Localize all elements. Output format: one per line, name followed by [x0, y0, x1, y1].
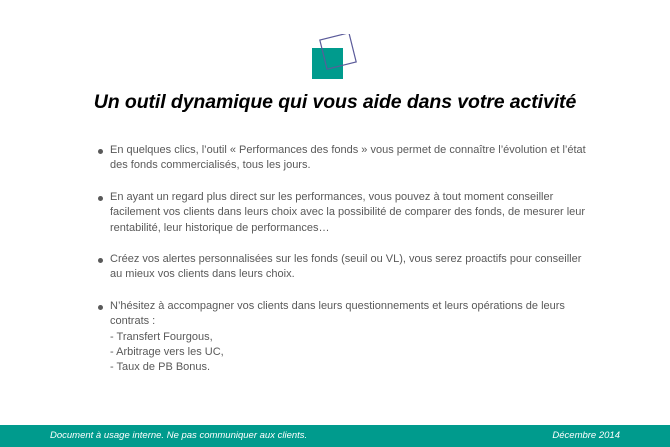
bullet-line: - Transfert Fourgous,	[110, 330, 213, 343]
page-title: Un outil dynamique qui vous aide dans votre activité	[93, 91, 577, 113]
bullet-line: contrats :	[110, 315, 156, 328]
bullet-line: En quelques clics, l’outil « Performances des fonds » vous permet de connaître l’évolution et l’état	[110, 144, 586, 156]
footer-disclaimer: Document à usage interne. Ne pas communiquer aux clients.	[50, 430, 308, 441]
bullet-line: rentabilité, leur historique de performances…	[110, 221, 330, 234]
logo-filled-square	[312, 48, 343, 79]
bullet-line: Créez vos alertes personnalisées sur les fonds (seuil ou VL), vous serez proactifs pour conseiller	[110, 253, 582, 266]
bullet-line: N’hésitez à accompagner vos clients dans leurs questionnements et leurs opérations de leurs	[110, 299, 565, 312]
bullet-line: En ayant un regard plus direct sur les performances, vous pouvez à tout moment conseiller	[110, 190, 554, 203]
bullet-dot-icon	[98, 305, 103, 310]
bullet-line: - Arbitrage vers les UC,	[110, 346, 224, 359]
bullet-dot-icon	[98, 258, 103, 263]
bullet-list	[97, 143, 586, 376]
bullet-line: facilement vos clients dans leurs choix avec la possibilité de comparer des fonds, de mesurer leur	[110, 206, 586, 219]
bullet-item	[97, 252, 582, 283]
bullet-line: au mieux vos clients dans leurs choix.	[110, 268, 295, 281]
logo-squares-icon	[312, 34, 360, 80]
bullet-item	[97, 299, 567, 376]
footer-bar	[0, 425, 670, 447]
footer-date: Décembre 2014	[552, 430, 620, 441]
bullet-item	[97, 190, 586, 236]
bullet-dot-icon	[98, 149, 103, 154]
bullet-item	[97, 143, 586, 174]
bullet-line: des fonds commercialisés, tous les jours.	[110, 159, 311, 172]
bullet-dot-icon	[98, 196, 103, 201]
bullet-line: - Taux de PB Bonus.	[110, 361, 211, 374]
